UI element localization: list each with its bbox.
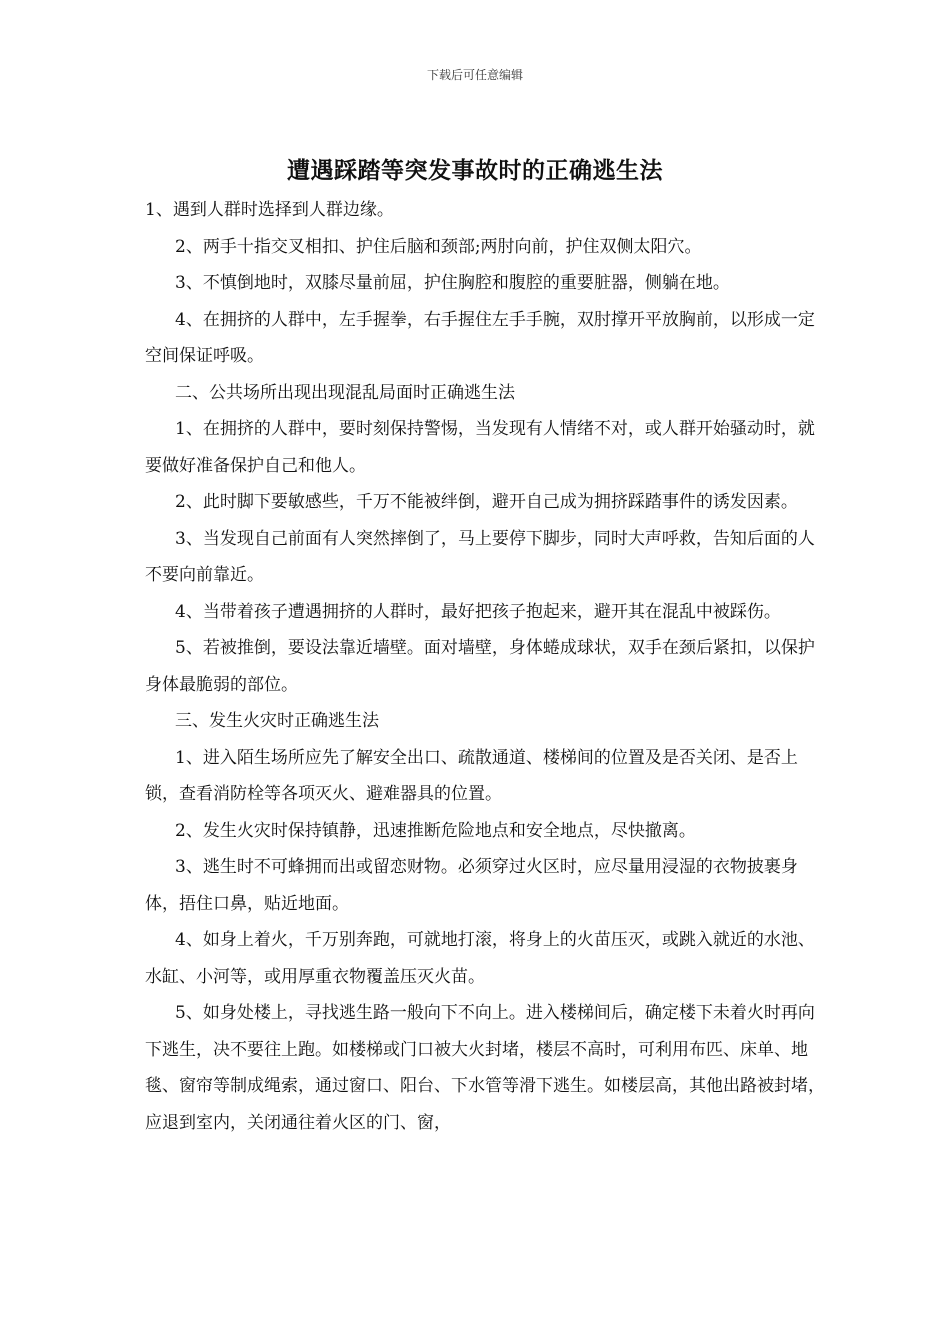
paragraph: 4、在拥挤的人群中，左手握拳，右手握住左手手腕，双肘撑开平放胸前，以形成一定空间保证呼吸。 bbox=[145, 309, 815, 366]
paragraph: 3、逃生时不可蜂拥而出或留恋财物。必须穿过火区时，应尽量用浸湿的衣物披裹身体，捂住口鼻，贴近地面。 bbox=[145, 857, 798, 914]
paragraph: 4、当带着孩子遭遇拥挤的人群时，最好把孩子抱起来，避开其在混乱中被踩伤。 bbox=[175, 601, 781, 622]
paragraph: 3、不慎倒地时，双膝尽量前屈，护住胸腔和腹腔的重要脏器，侧躺在地。 bbox=[175, 273, 730, 293]
paragraph: 2、两手十指交叉相扣、护住后脑和颈部;两肘向前，护住双侧太阳穴。 bbox=[175, 236, 702, 257]
paragraph: 1、遇到人群时选择到人群边缘。 bbox=[145, 200, 394, 220]
paragraph: 2、发生火灾时保持镇静，迅速推断危险地点和安全地点，尽快撤离。 bbox=[175, 820, 696, 841]
paragraph: 2、此时脚下要敏感些，千万不能被绊倒，避开自己成为拥挤踩踏事件的诱发因素。 bbox=[175, 492, 798, 512]
document-body bbox=[145, 192, 825, 1141]
paragraph: 5、如身处楼上，寻找逃生路一般向下不向上。进入楼梯间后，确定楼下未着火时再向下逃生，决不要往上跑。如楼梯或门口被大火封堵，楼层不高时，可利用布匹、床单、地毯、窗帘等制成绳索，通过窗口、阳台、下水管等滑下逃生。如楼层高，其他出路被封堵，应退到室内，关闭通往着火区的门、窗， bbox=[145, 1003, 825, 1133]
paragraph: 3、当发现自己前面有人突然摔倒了，马上要停下脚步，同时大声呼救，告知后面的人不要向前靠近。 bbox=[145, 528, 815, 585]
document-title: 遭遇踩踏等突发事故时的正确逃生法 bbox=[287, 157, 663, 184]
page-header-note: 下载后可任意编辑 bbox=[426, 68, 523, 82]
paragraph: 1、进入陌生场所应先了解安全出口、疏散通道、楼梯间的位置及是否关闭、是否上锁，查看消防栓等各项灭火、避难器具的位置。 bbox=[145, 747, 798, 804]
paragraph: 1、在拥挤的人群中，要时刻保持警惕，当发现有人情绪不对，或人群开始骚动时，就要做好准备保护自己和他人。 bbox=[145, 419, 815, 476]
section-heading: 二、公共场所出现出现混乱局面时正确逃生法 bbox=[175, 382, 515, 403]
paragraph: 4、如身上着火，千万别奔跑，可就地打滚，将身上的火苗压灭，或跳入就近的水池、水缸、小河等，或用厚重衣物覆盖压灭火苗。 bbox=[145, 930, 815, 987]
paragraph: 5、若被推倒，要设法靠近墙壁。面对墙壁，身体蜷成球状，双手在颈后紧扣，以保护身体最脆弱的部位。 bbox=[145, 638, 815, 695]
section-heading: 三、发生火灾时正确逃生法 bbox=[175, 711, 379, 731]
